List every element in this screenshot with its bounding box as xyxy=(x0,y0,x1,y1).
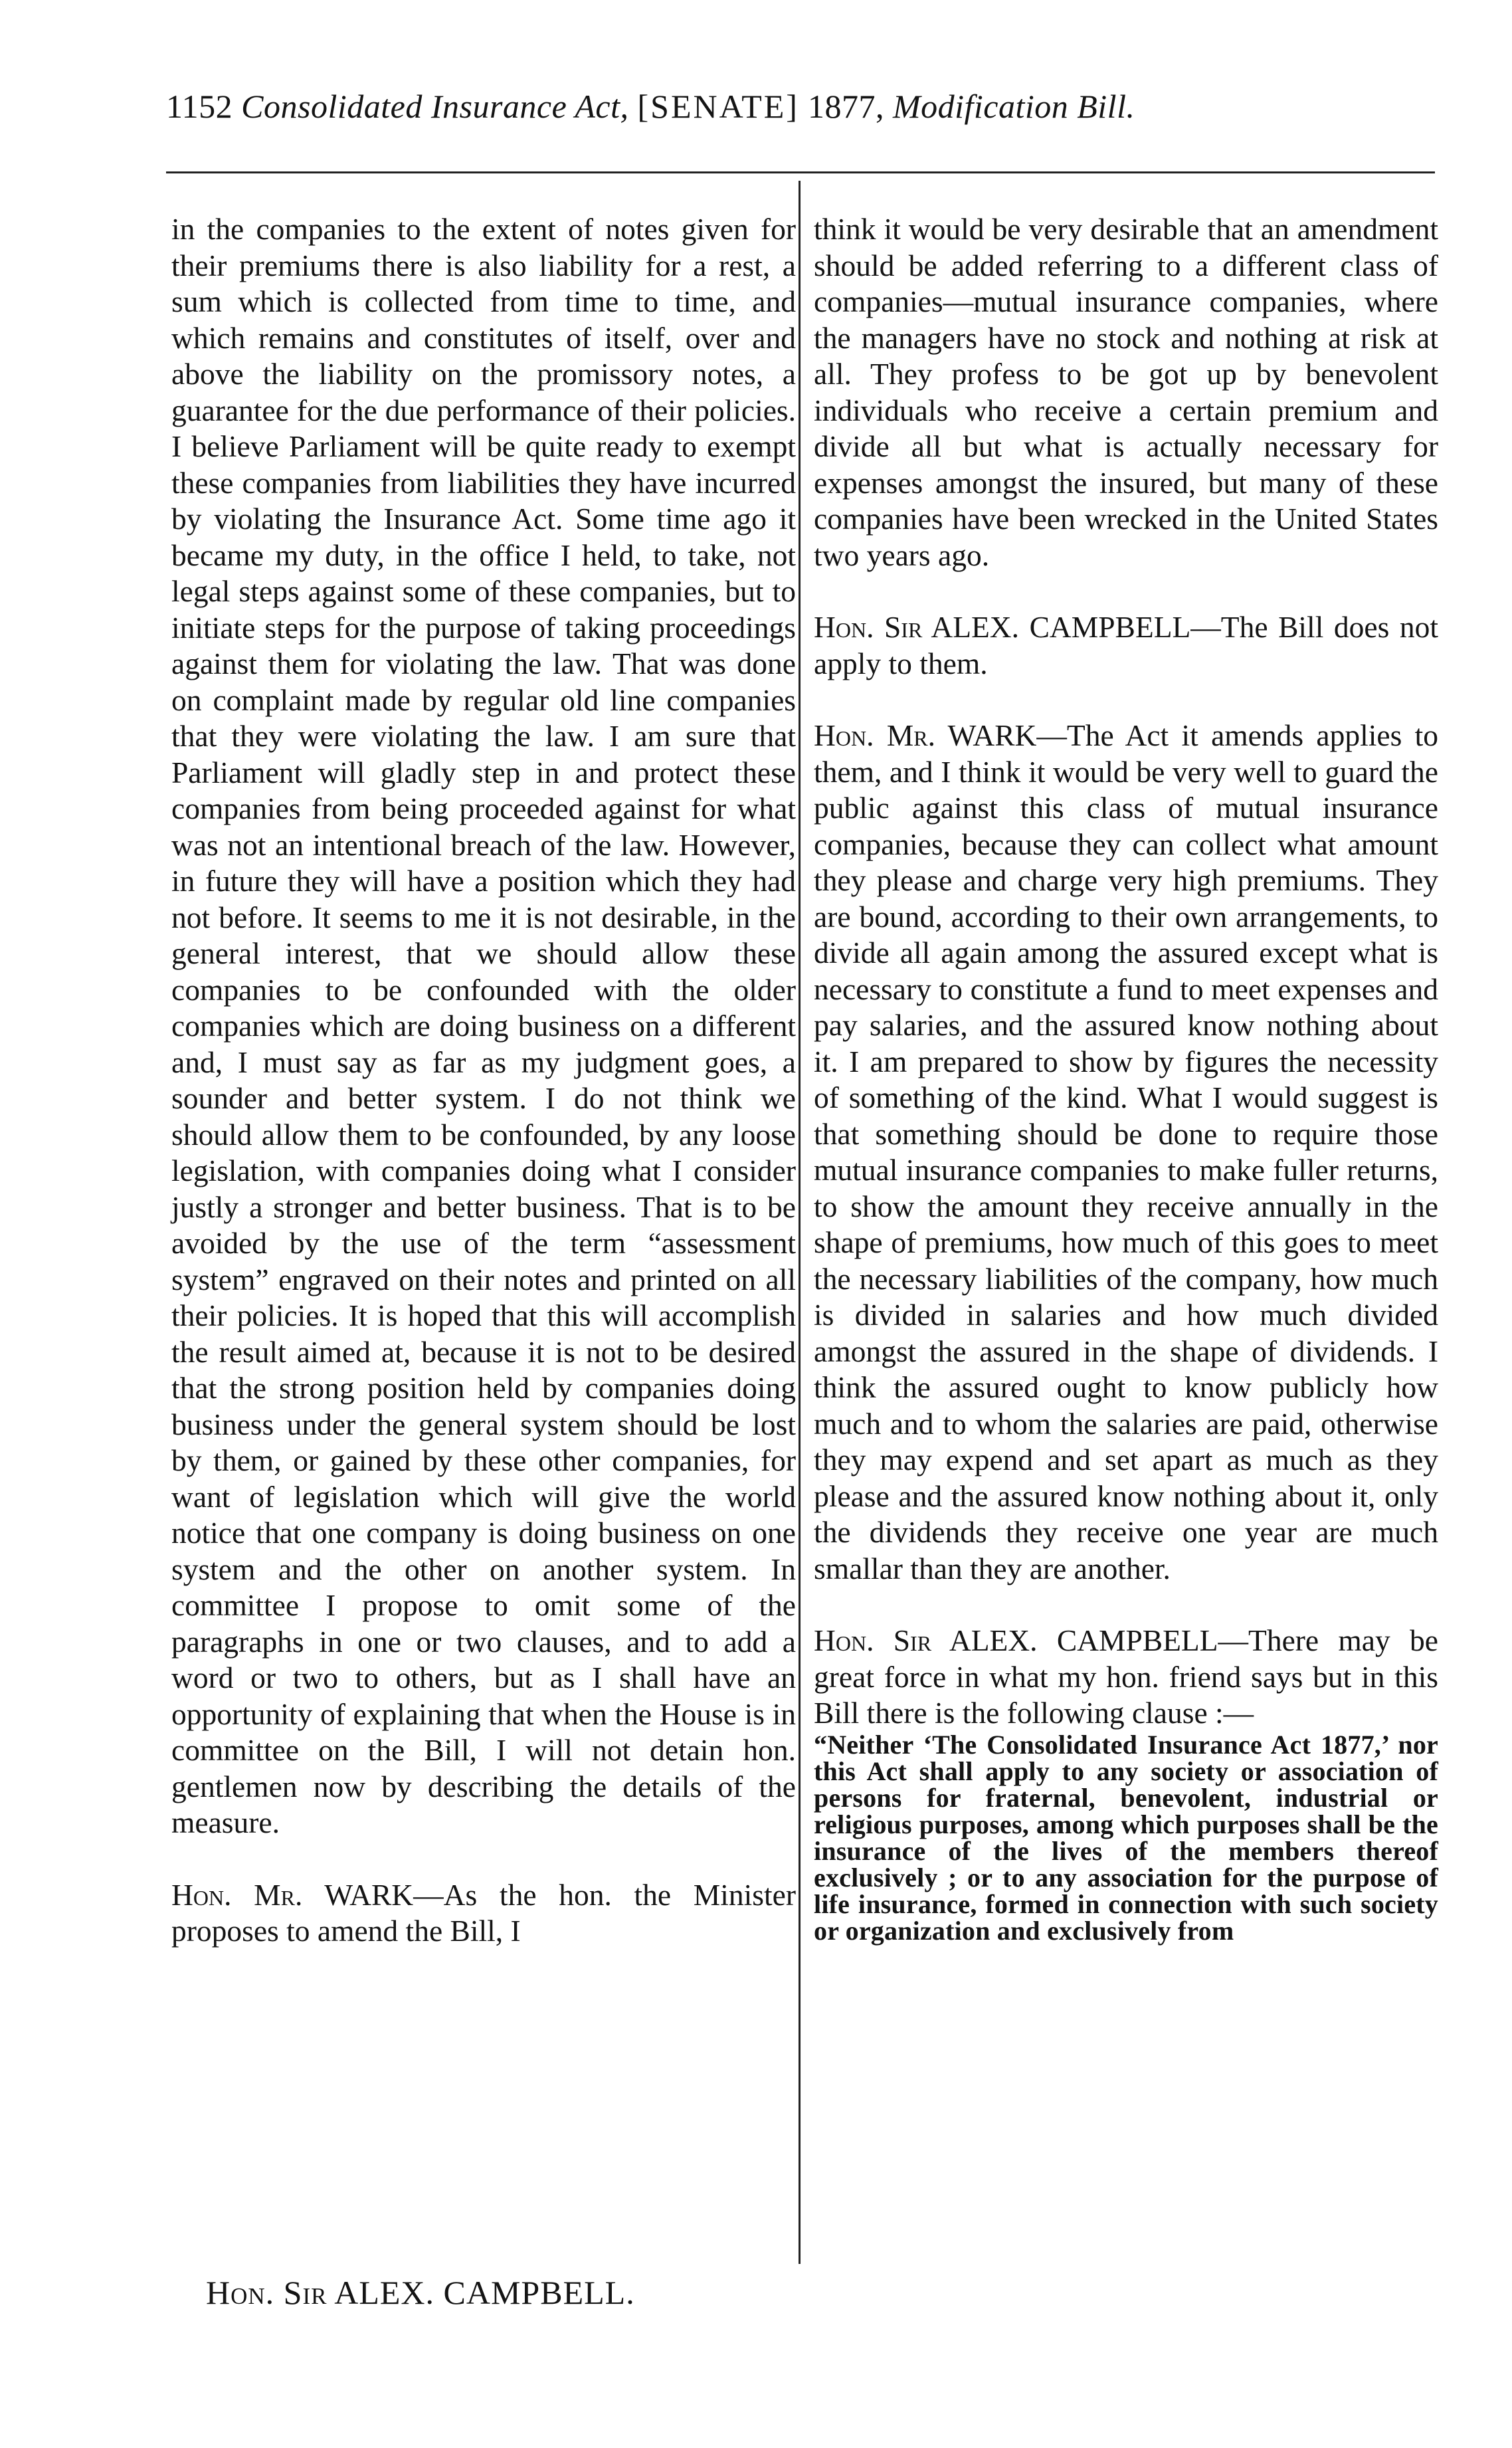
speaker-name: Hon. Sir ALEX. CAMPBELL xyxy=(814,610,1191,644)
bill-title: Modification Bill. xyxy=(892,88,1135,125)
speaker-name: Hon. Sir ALEX. CAMPBELL xyxy=(814,1623,1218,1657)
left-column xyxy=(171,211,796,1950)
speech-text: —There may be great force in what my hon. friend says but in this Bill there is the following clause :— xyxy=(814,1623,1438,1730)
header-rule xyxy=(166,171,1435,173)
house-name: [SENATE] xyxy=(637,88,799,125)
footer-catchword: Hon. Sir ALEX. CAMPBELL. xyxy=(206,2274,635,2311)
speech-text: —The Act it amends applies to them, and I think it would be very well to guard the public against this class of mutual insurance companies, because they can collect what amount they please and charge very high premiums. They are bound, according to their own arrangements, to divide all again among the assured except what is necessary to constitute a fund to meet expenses and pay salaries, and the assured know nothing about it. I am prepared to show by figures the necessity of something of the kind. What I would suggest is that something should be done to require those mutual insurance companies to make fuller returns, to show the amount they receive annually in the shape of premiums, how much of this goes to meet the necessary liabilities of the company, how much is divided in salaries and how much divided amongst the assured in the shape of dividends. I think the assured ought to know publicly how much and to whom the salaries are paid, otherwise they may expend and set apart as much as they please and the assured know nothing about it, only the dividends they receive one year are much smallar than they are another. xyxy=(814,718,1438,1585)
left-paragraph-2 xyxy=(171,1877,796,1950)
speech-text: —The Bill does not apply to them. xyxy=(814,610,1438,680)
right-paragraph-2 xyxy=(814,609,1438,682)
right-column xyxy=(814,211,1438,1944)
running-header xyxy=(166,86,1442,126)
page-number: 1152 xyxy=(166,88,233,125)
right-paragraph-1: think it would be very desirable that an amendment should be added referring to a different class of companies—mutual insurance companies, where the managers have no stock and nothing at risk at all. They profess to be got up by benevolent individuals who receive a certain premium and divide all but what is actually necessary for expenses amongst the insured, but many of these companies have been wrecked in the United States two years ago. xyxy=(814,212,1438,572)
speaker-name: Hon. Mr. WARK xyxy=(171,1877,414,1912)
speaker-name: Hon. Mr. WARK xyxy=(814,718,1037,752)
act-title: Consolidated Insurance Act, xyxy=(241,88,629,125)
speech-text: —As the hon. the Minister proposes to amend the Bill, I xyxy=(171,1877,796,1948)
column-divider xyxy=(799,181,801,2264)
right-paragraph-3 xyxy=(814,718,1438,1587)
left-paragraph-1: in the companies to the extent of notes given for their premiums there is also liability for a rest, a sum which is collected from time to time, and which remains and constitutes of itself, over and above the liability on the promissory notes, a guarantee for the due performance of their policies. I believe Parliament will be quite ready to exempt these companies from liabilities they have incurred by violating the Insurance Act. Some time ago it became my duty, in the office I held, to take, not legal steps against some of these companies, but to initiate steps for the purpose of taking proceedings against them for violating the law. That was done on complaint made by regular old line companies that they were violating the law. I am sure that Parliament will gladly step in and protect these companies from being proceeded against for what was not an intentional breach of the law. However, in future they will have a position which they had not before. It seems to me it is not desirable, in the general interest, that we should allow these companies to be confounded with the older companies which are doing business on a different and, I must say as far as my judgment goes, a sounder and better system. I do not think we should allow them to be confounded, by any loose legislation, with companies doing what I consider justly a stronger and better business. That is to be avoided by the use of the term “assessment system” engraved on their notes and printed on all their policies. It is hoped that this will accomplish the result aimed at, because it is not to be desired that the strong position held by companies doing business under the general system should be lost by them, or gained by these other companies, for want of legislation which will give the world notice that one company is doing business on one system and the other on another system. In committee I propose to omit some of the paragraphs in one or two clauses, and to add a word or two to others, but as I shall have an opportunity of explaining that when the House is in committee on the Bill, I will not detain hon. gentlemen now by describing the details of the measure. xyxy=(171,212,796,1839)
right-paragraph-4 xyxy=(814,1623,1438,1732)
quoted-clause: “Neither ‘The Consolidated Insurance Act 1877,’ nor this Act shall apply to any society or association of persons for fraternal, benevolent, industrial or religious purposes, among which purposes shall be the insurance of the lives of the members thereof exclusively ; or to any association for the purpose of life insurance, formed in connection with such society or organization and exclusively from xyxy=(814,1729,1438,1946)
header-year: 1877, xyxy=(807,88,884,125)
